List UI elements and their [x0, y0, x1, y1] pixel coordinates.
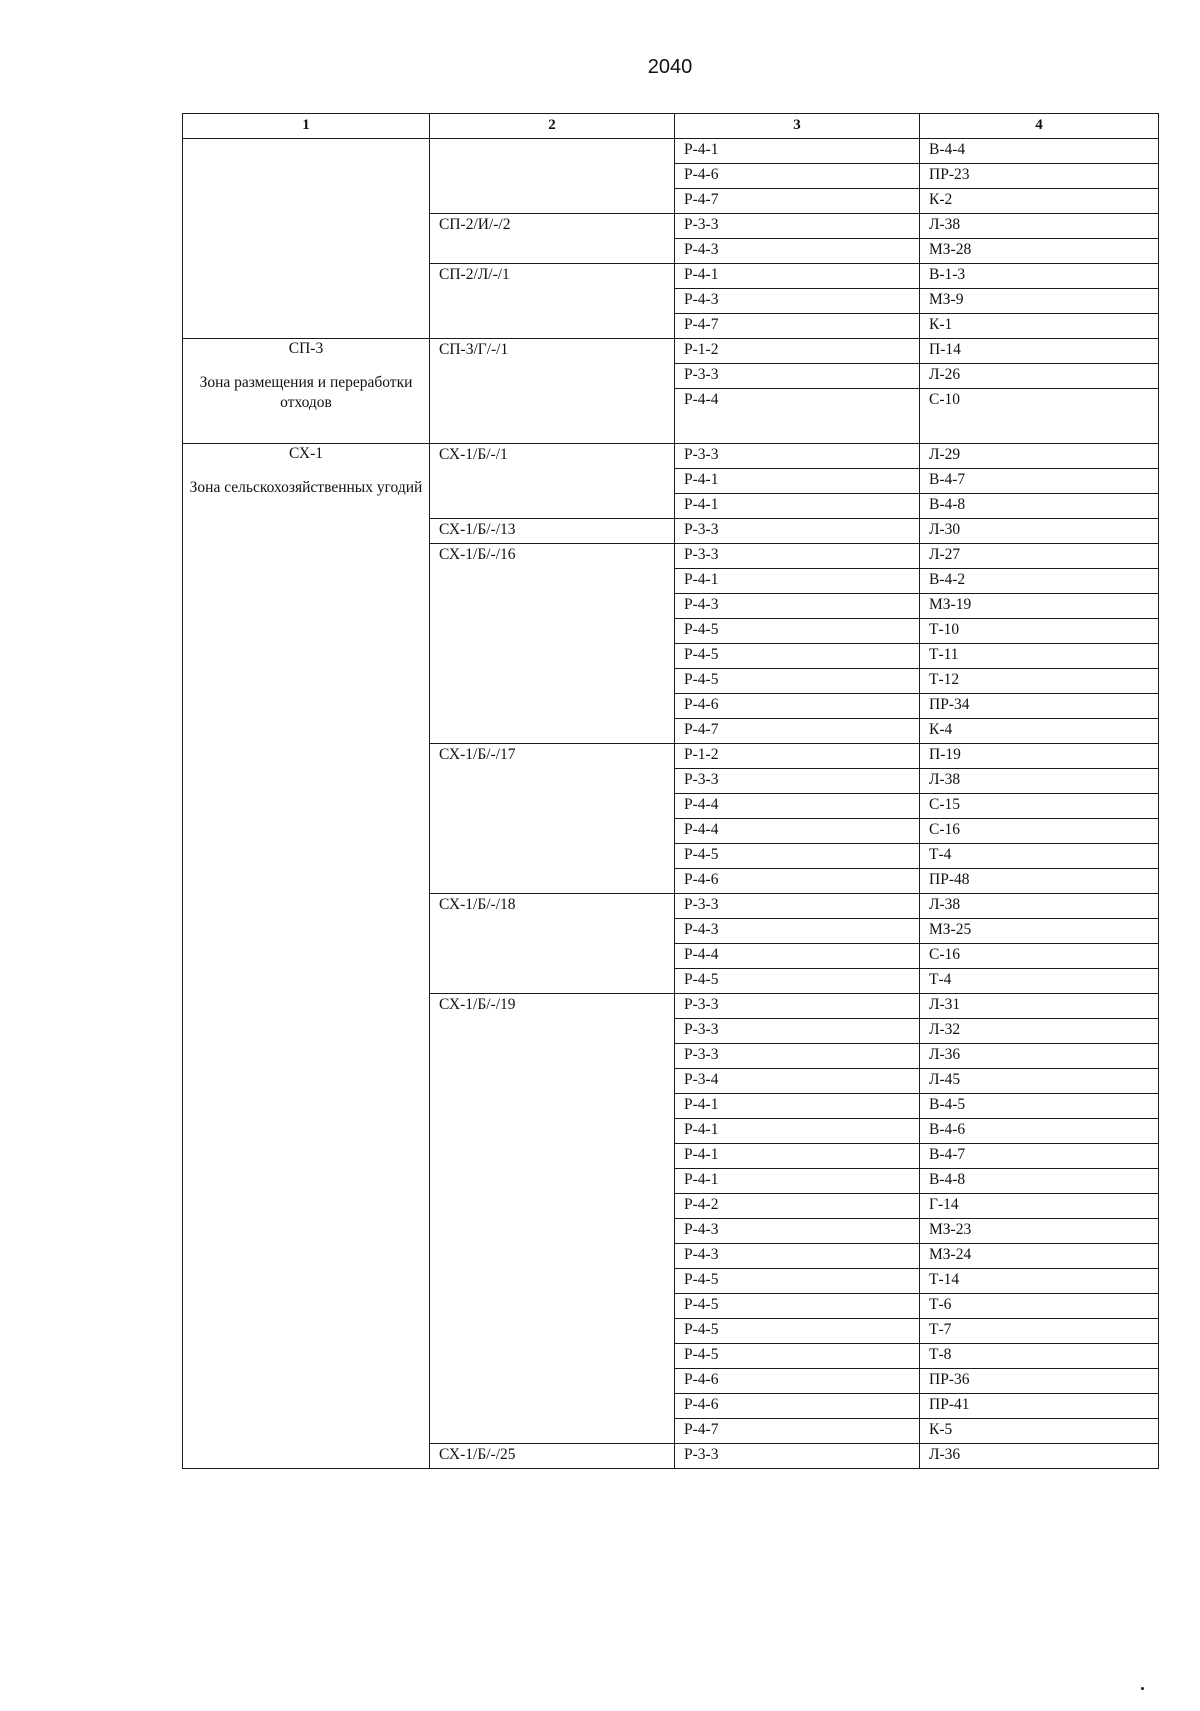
regulation-code-cell: Р-4-6: [675, 1394, 920, 1419]
regulation-code-cell: Р-4-6: [675, 1369, 920, 1394]
regulation-code-cell: Р-4-1: [675, 469, 920, 494]
object-code-cell: Л-26: [920, 364, 1159, 389]
object-code-cell: Т-6: [920, 1294, 1159, 1319]
object-code-cell: ПР-48: [920, 869, 1159, 894]
regulation-code-cell: Р-4-5: [675, 969, 920, 994]
object-code-cell: В-4-7: [920, 469, 1159, 494]
regulation-code-cell: Р-4-5: [675, 1269, 920, 1294]
regulation-code-cell: Р-4-5: [675, 669, 920, 694]
regulation-code-cell: Р-4-3: [675, 289, 920, 314]
object-code-cell: МЗ-24: [920, 1244, 1159, 1269]
column-header-3: 3: [675, 114, 920, 139]
regulation-code-cell: Р-4-7: [675, 189, 920, 214]
regulation-code-cell: Р-3-3: [675, 1019, 920, 1044]
object-code-cell: МЗ-9: [920, 289, 1159, 314]
object-code-cell: МЗ-23: [920, 1219, 1159, 1244]
subzone-code-cell: СХ-1/Б/-/25: [430, 1444, 675, 1469]
regulation-code-cell: Р-1-2: [675, 339, 920, 364]
regulation-code-cell: Р-3-3: [675, 544, 920, 569]
subzone-code-cell: СП-2/Л/-/1: [430, 264, 675, 339]
scan-speck: [1141, 1687, 1144, 1690]
zone-name: Зона сельскохозяйственных угодий: [189, 479, 423, 496]
subzone-code-cell: СХ-1/Б/-/17: [430, 744, 675, 894]
object-code-cell: МЗ-25: [920, 919, 1159, 944]
regulation-code-cell: Р-4-3: [675, 1244, 920, 1269]
regulation-code-cell: Р-3-3: [675, 994, 920, 1019]
subzone-code-cell: СХ-1/Б/-/13: [430, 519, 675, 544]
regulation-code-cell: Р-3-3: [675, 894, 920, 919]
object-code-cell: С-15: [920, 794, 1159, 819]
subzone-code-cell: СХ-1/Б/-/1: [430, 444, 675, 519]
zone-code: СХ-1: [288, 445, 324, 462]
regulation-code-cell: Р-4-4: [675, 389, 920, 444]
column-header-2: 2: [430, 114, 675, 139]
column-header-1: 1: [183, 114, 430, 139]
object-code-cell: Л-38: [920, 214, 1159, 239]
object-code-cell: П-14: [920, 339, 1159, 364]
regulation-code-cell: Р-3-3: [675, 769, 920, 794]
object-code-cell: ПР-41: [920, 1394, 1159, 1419]
regulation-code-cell: Р-4-3: [675, 919, 920, 944]
object-code-cell: МЗ-19: [920, 594, 1159, 619]
object-code-cell: К-2: [920, 189, 1159, 214]
table-body: [183, 139, 1159, 1469]
object-code-cell: ПР-23: [920, 164, 1159, 189]
regulation-code-cell: Р-4-2: [675, 1194, 920, 1219]
regulation-code-cell: Р-3-3: [675, 1044, 920, 1069]
zoning-table: [182, 113, 1159, 1469]
regulation-code-cell: Р-4-4: [675, 794, 920, 819]
regulation-code-cell: Р-4-6: [675, 164, 920, 189]
object-code-cell: В-4-8: [920, 1169, 1159, 1194]
object-code-cell: Л-38: [920, 894, 1159, 919]
object-code-cell: В-4-5: [920, 1094, 1159, 1119]
table-row: [183, 339, 1159, 364]
object-code-cell: Л-36: [920, 1044, 1159, 1069]
table-row: [183, 139, 1159, 164]
object-code-cell: К-5: [920, 1419, 1159, 1444]
regulation-code-cell: Р-4-4: [675, 944, 920, 969]
regulation-code-cell: Р-4-1: [675, 1144, 920, 1169]
table-header-row: [183, 114, 1159, 139]
zone-cell: [183, 339, 430, 444]
regulation-code-cell: Р-4-1: [675, 1119, 920, 1144]
object-code-cell: Л-45: [920, 1069, 1159, 1094]
regulation-code-cell: Р-4-5: [675, 619, 920, 644]
regulation-code-cell: Р-4-5: [675, 1294, 920, 1319]
object-code-cell: Л-31: [920, 994, 1159, 1019]
regulation-code-cell: Р-3-3: [675, 1444, 920, 1469]
object-code-cell: Л-29: [920, 444, 1159, 469]
regulation-code-cell: Р-4-5: [675, 1344, 920, 1369]
object-code-cell: Т-11: [920, 644, 1159, 669]
regulation-code-cell: Р-4-5: [675, 644, 920, 669]
object-code-cell: К-4: [920, 719, 1159, 744]
regulation-code-cell: Р-4-4: [675, 819, 920, 844]
object-code-cell: Л-30: [920, 519, 1159, 544]
object-code-cell: В-4-8: [920, 494, 1159, 519]
object-code-cell: С-10: [920, 389, 1159, 444]
regulation-code-cell: Р-4-6: [675, 694, 920, 719]
object-code-cell: В-4-4: [920, 139, 1159, 164]
regulation-code-cell: Р-1-2: [675, 744, 920, 769]
regulation-code-cell: Р-4-3: [675, 594, 920, 619]
regulation-code-cell: Р-4-5: [675, 844, 920, 869]
object-code-cell: В-1-3: [920, 264, 1159, 289]
object-code-cell: ПР-36: [920, 1369, 1159, 1394]
subzone-code-cell: СП-2/И/-/2: [430, 214, 675, 264]
regulation-code-cell: Р-4-1: [675, 1169, 920, 1194]
object-code-cell: С-16: [920, 819, 1159, 844]
subzone-code-cell: СП-3/Г/-/1: [430, 339, 675, 444]
regulation-code-cell: Р-3-3: [675, 519, 920, 544]
regulation-code-cell: Р-4-7: [675, 314, 920, 339]
regulation-code-cell: Р-3-3: [675, 214, 920, 239]
object-code-cell: Т-14: [920, 1269, 1159, 1294]
regulation-code-cell: Р-4-1: [675, 264, 920, 289]
object-code-cell: Л-27: [920, 544, 1159, 569]
object-code-cell: МЗ-28: [920, 239, 1159, 264]
object-code-cell: В-4-2: [920, 569, 1159, 594]
object-code-cell: Т-8: [920, 1344, 1159, 1369]
regulation-code-cell: Р-4-6: [675, 869, 920, 894]
object-code-cell: Л-36: [920, 1444, 1159, 1469]
subzone-code-cell: СХ-1/Б/-/18: [430, 894, 675, 994]
page-number: 2040: [647, 56, 693, 78]
subzone-code-cell: СХ-1/Б/-/19: [430, 994, 675, 1444]
subzone-code-cell: [430, 139, 675, 214]
regulation-code-cell: Р-3-3: [675, 444, 920, 469]
object-code-cell: В-4-7: [920, 1144, 1159, 1169]
object-code-cell: Л-38: [920, 769, 1159, 794]
regulation-code-cell: Р-4-1: [675, 1094, 920, 1119]
regulation-code-cell: Р-4-3: [675, 1219, 920, 1244]
regulation-code-cell: Р-4-3: [675, 239, 920, 264]
object-code-cell: П-19: [920, 744, 1159, 769]
regulation-code-cell: Р-4-1: [675, 139, 920, 164]
regulation-code-cell: Р-4-7: [675, 719, 920, 744]
regulation-code-cell: Р-3-3: [675, 364, 920, 389]
object-code-cell: Т-7: [920, 1319, 1159, 1344]
zone-cell: [183, 139, 430, 339]
regulation-code-cell: Р-4-5: [675, 1319, 920, 1344]
object-code-cell: Г-14: [920, 1194, 1159, 1219]
object-code-cell: К-1: [920, 314, 1159, 339]
object-code-cell: С-16: [920, 944, 1159, 969]
object-code-cell: Л-32: [920, 1019, 1159, 1044]
regulation-code-cell: Р-4-1: [675, 494, 920, 519]
object-code-cell: В-4-6: [920, 1119, 1159, 1144]
object-code-cell: Т-4: [920, 969, 1159, 994]
regulation-code-cell: Р-4-7: [675, 1419, 920, 1444]
zone-name: Зона размещения и переработки отходов: [199, 374, 413, 411]
table-row: [183, 444, 1159, 469]
object-code-cell: Т-12: [920, 669, 1159, 694]
object-code-cell: ПР-34: [920, 694, 1159, 719]
object-code-cell: Т-10: [920, 619, 1159, 644]
column-header-4: 4: [920, 114, 1159, 139]
subzone-code-cell: СХ-1/Б/-/16: [430, 544, 675, 744]
regulation-code-cell: Р-3-4: [675, 1069, 920, 1094]
zone-code: СП-3: [288, 340, 324, 357]
zone-cell: [183, 444, 430, 1469]
object-code-cell: Т-4: [920, 844, 1159, 869]
regulation-code-cell: Р-4-1: [675, 569, 920, 594]
